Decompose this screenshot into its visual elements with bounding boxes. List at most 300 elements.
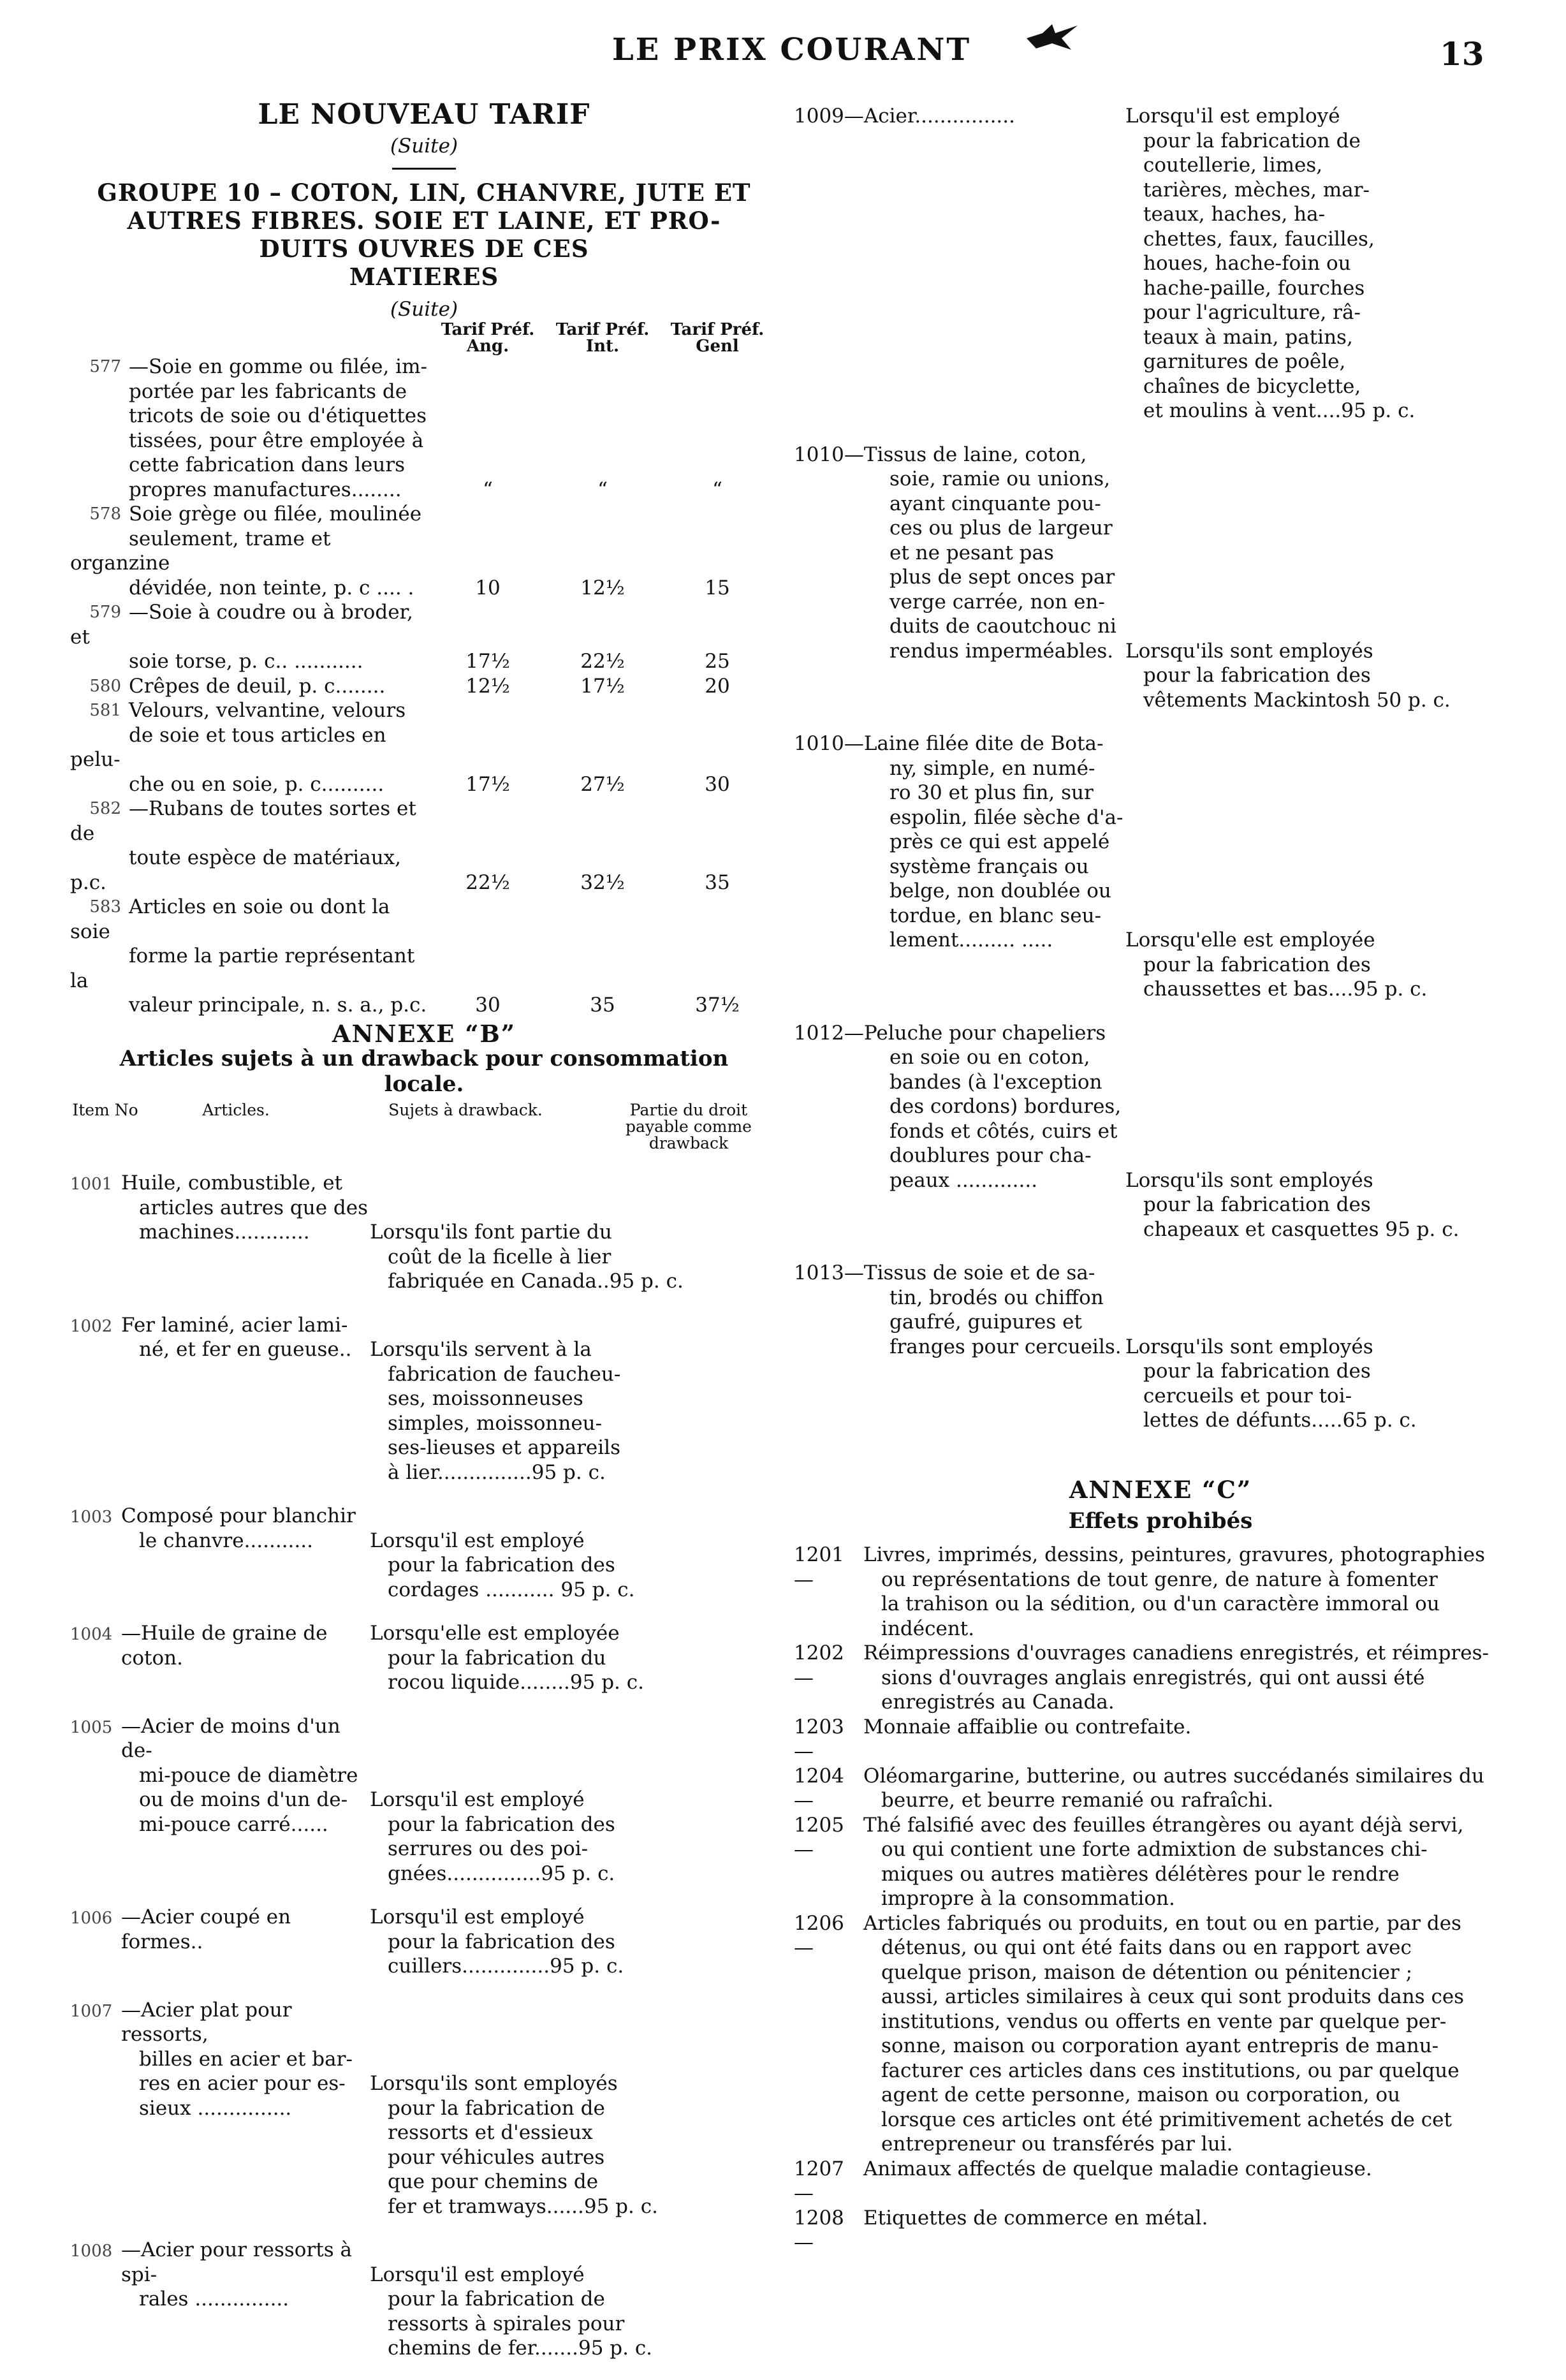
- prohibited-line: miques ou autres matières délétères pour le rendre: [881, 1862, 1400, 1886]
- condition-line: coût de la ficelle à lier: [388, 1245, 611, 1268]
- drawback-condition: [370, 1621, 701, 1695]
- item-gap: [70, 1979, 778, 1998]
- article-line: gaufré, guipures et: [889, 1311, 1082, 1333]
- item-gap: [794, 423, 1527, 443]
- drawback-item-number: 1005: [70, 1717, 113, 1737]
- article-line: lement......... .....: [889, 929, 1053, 951]
- condition-line: ressorts à spirales pour: [388, 2312, 625, 2335]
- prohibited-item: [794, 2157, 1527, 2206]
- tariff-label: [70, 429, 430, 453]
- article-line: tin, brodés ou chiffon: [889, 1286, 1104, 1309]
- drawback-condition: [1125, 1021, 1508, 1242]
- condition-line: teaux, haches, ha-: [1143, 203, 1326, 226]
- suite-label: (Suite): [390, 135, 458, 158]
- condition-line: [370, 2238, 701, 2263]
- item-gap: [794, 1433, 1527, 1452]
- article-line: franges pour cercueils.: [889, 1335, 1122, 1358]
- drawback-item-number: 1006: [70, 1909, 113, 1928]
- prohibited-line: indécent.: [881, 1617, 975, 1640]
- item-gap: [70, 1886, 778, 1905]
- tariff-text: Articles en soie ou dont la soie: [70, 895, 390, 943]
- tariff-row: [70, 674, 778, 699]
- drawback-article: [794, 731, 1125, 1002]
- tariff-rate: “: [597, 478, 608, 501]
- tariff-text: che ou en soie, p. c..........: [129, 772, 384, 796]
- tariff-rate: 12½: [465, 674, 510, 698]
- condition-line: [1125, 1310, 1508, 1335]
- drawback-article: [794, 104, 1125, 423]
- prohibited-item: [794, 1715, 1527, 1764]
- tariff-text: seulement, trame et organzine: [70, 527, 331, 575]
- drawback-item: [70, 1313, 778, 1485]
- prohibited-item-text: [863, 1764, 1527, 1813]
- condition-line: chemins de fer.......95 p. c.: [388, 2337, 653, 2360]
- article-line: res en acier pour es-: [139, 2072, 346, 2095]
- condition-line: que pour chemins de: [388, 2170, 599, 2193]
- condition-line: Lorsqu'ils servent à la: [370, 1338, 592, 1361]
- prohibited-line: Etiquettes de commerce en métal.: [863, 2206, 1208, 2229]
- drawback-article: [121, 1313, 370, 1485]
- condition-line: [1125, 904, 1508, 929]
- condition-line: Lorsqu'elle est employée: [1125, 929, 1375, 951]
- tariff-text: de soie et tous articles en pelu-: [70, 723, 386, 771]
- annexe-b-header: Item No: [72, 1101, 138, 1119]
- condition-line: pour la fabrication des: [1143, 664, 1371, 687]
- condition-line: [1125, 1094, 1508, 1119]
- prohibited-item-number: 1205—: [794, 1813, 844, 1861]
- article-line: 1009—Acier................: [794, 105, 1015, 128]
- drawback-item: [70, 1621, 778, 1695]
- condition-line: Lorsqu'ils sont employés: [1125, 639, 1373, 663]
- tariff-row: [70, 944, 778, 993]
- condition-line: pour la fabrication des: [1143, 1360, 1371, 1383]
- condition-line: [370, 2022, 701, 2047]
- article-line: doublures pour cha-: [889, 1144, 1092, 1167]
- annexe-c-subtitle: Effets prohibés: [1068, 1508, 1253, 1534]
- condition-line: [370, 1738, 701, 1763]
- prohibited-line: détenus, ou qui ont été faits dans ou en rapport avec: [881, 1936, 1412, 1959]
- drawback-item: [70, 1714, 778, 1886]
- article-line: —Acier de moins d'un de-: [121, 1714, 340, 1762]
- condition-line: [1125, 467, 1508, 492]
- tariff-rate: 25: [705, 650, 730, 673]
- tariff-label: [70, 895, 430, 944]
- condition-line: [1125, 731, 1508, 756]
- condition-line: pour la fabrication de: [388, 2096, 605, 2120]
- group-heading-line: MATIERES: [349, 262, 499, 291]
- condition-line: fabriquée en Canada..95 p. c.: [388, 1270, 684, 1293]
- drawback-item-number: 1007: [70, 2001, 113, 2021]
- drawback-article: [121, 1621, 370, 1695]
- condition-line: [1125, 805, 1508, 830]
- article-line: Huile, combustible, et: [121, 1172, 343, 1194]
- tariff-rate: 22½: [580, 650, 625, 673]
- article-line: rales ...............: [139, 2288, 289, 2310]
- tariff-text: cette fabrication dans leurs: [129, 453, 406, 476]
- tariff-label: [70, 846, 430, 895]
- article-line: billes en acier et bar-: [139, 2047, 353, 2071]
- condition-line: [1125, 565, 1508, 590]
- tariff-text: toute espèce de matériaux, p.c.: [70, 846, 401, 894]
- drawback-items-right: [794, 104, 1527, 1452]
- running-header: LE PRIX COURANT: [612, 32, 972, 68]
- condition-line: serrures ou des poi-: [388, 1837, 589, 1860]
- condition-line: fer et tramways......95 p. c.: [388, 2194, 658, 2218]
- annexe-b-subtitle: [70, 1046, 778, 1097]
- condition-line: Lorsqu'il est employé: [370, 2263, 585, 2286]
- condition-line: [1125, 443, 1508, 467]
- tariff-text: propres manufactures........: [129, 478, 402, 501]
- tariff-row: [70, 429, 778, 453]
- drawback-condition: [1125, 104, 1508, 423]
- article-line: verge carrée, non en-: [889, 590, 1105, 613]
- suite-label: (Suite): [390, 297, 458, 321]
- article-line: système français ou: [889, 855, 1089, 878]
- tariff-item-number: 581: [89, 701, 121, 720]
- tariff-text: tissées, pour être employée à: [129, 429, 424, 452]
- article-line: fonds et côtés, cuirs et: [889, 1119, 1118, 1143]
- article-line: mi-pouce de diamètre: [139, 1763, 358, 1787]
- condition-line: [1125, 855, 1508, 879]
- tariff-label: [70, 600, 430, 649]
- drawback-item: [794, 1261, 1527, 1433]
- tariff-text: Velours, velvantine, velours: [129, 699, 406, 722]
- prohibited-item: [794, 2206, 1527, 2255]
- article-line: 1010—Laine filée dite de Bota-: [794, 732, 1104, 755]
- drawback-item: [794, 104, 1527, 423]
- condition-line: [1125, 1143, 1508, 1168]
- prohibited-line: Animaux affectés de quelque maladie contagieuse.: [863, 2157, 1372, 2180]
- article-line: duits de caoutchouc ni: [889, 615, 1116, 638]
- drawback-condition: [370, 1504, 701, 1602]
- tariff-item-number: 580: [89, 676, 121, 696]
- tariff-row: [70, 772, 778, 797]
- article-line: tordue, en blanc seu-: [889, 904, 1102, 927]
- tariff-rate: 20: [705, 674, 730, 698]
- prohibited-line: ou qui contient une forte admixtion de substances chi-: [881, 1838, 1428, 1861]
- drawback-item: [70, 1504, 778, 1602]
- article-line: machines............: [139, 1221, 310, 1244]
- tariff-row: [70, 502, 778, 527]
- condition-line: [1125, 1045, 1508, 1070]
- tariff-row: [70, 478, 778, 503]
- article-line: —Acier pour ressorts à spi-: [121, 2238, 352, 2286]
- condition-line: cordages ........... 95 p. c.: [388, 1578, 635, 1601]
- tariff-label: [70, 993, 430, 1018]
- condition-line: [370, 1171, 701, 1196]
- tariff-row: [70, 649, 778, 674]
- article-line: 1010—Tissus de laine, coton,: [794, 443, 1087, 466]
- article-line: ayant cinquante pou-: [889, 492, 1101, 515]
- tariff-label: [70, 527, 430, 576]
- prohibited-item-number: 1208—: [794, 2206, 844, 2254]
- article-line: ou de moins d'un de-: [139, 1788, 348, 1811]
- prohibited-item-number: 1202—: [794, 1642, 844, 1689]
- prohibited-item-number: 1206—: [794, 1911, 844, 1959]
- prohibited-item: [794, 1543, 1527, 1641]
- condition-line: Lorsqu'il est employé: [370, 1788, 585, 1811]
- prohibited-item-text: [863, 1543, 1527, 1641]
- condition-line: pour la fabrication du: [388, 1646, 606, 1670]
- condition-line: [1125, 1070, 1508, 1095]
- tariff-row: [70, 797, 778, 846]
- prohibited-item-text: [863, 1813, 1527, 1911]
- tariff-rate: 27½: [580, 772, 625, 796]
- tariff-rate: “: [712, 478, 722, 501]
- condition-line: Lorsqu'ils sont employés: [370, 2072, 618, 2095]
- prohibited-line: la trahison ou la sédition, ou d'un caractère immoral ou: [881, 1592, 1440, 1615]
- tariff-label: [70, 379, 430, 404]
- drawback-article: [794, 443, 1125, 713]
- condition-line: [1125, 1021, 1508, 1046]
- bird-ornament-icon: [1023, 19, 1081, 55]
- article-line: mi-pouce carré......: [139, 1812, 328, 1836]
- prohibited-line: Livres, imprimés, dessins, peintures, gravures, photographies: [863, 1543, 1485, 1566]
- item-gap: [794, 1002, 1527, 1021]
- condition-line: [1125, 492, 1508, 517]
- condition-line: [1125, 830, 1508, 855]
- tariff-row: [70, 698, 778, 723]
- prohibited-item-text: [863, 1715, 1527, 1764]
- prohibited-line: Réimpressions d'ouvrages canadiens enregistrés, et réimpres-: [863, 1642, 1489, 1664]
- article-line: —Acier plat pour ressorts,: [121, 1998, 292, 2046]
- item-gap: [70, 1485, 778, 1504]
- drawback-item: [794, 1021, 1527, 1242]
- tariff-item-number: 582: [89, 799, 121, 818]
- drawback-condition: [370, 1905, 701, 1979]
- tariff-label: [70, 576, 430, 601]
- prohibited-item-number: 1203—: [794, 1715, 844, 1763]
- prohibited-line: impropre à la consommation.: [881, 1887, 1175, 1910]
- tariff-rate: 22½: [465, 870, 510, 894]
- prohibited-line: agent de cette personne, maison ou corporation, ou: [881, 2083, 1401, 2106]
- article-line: des cordons) bordures,: [889, 1095, 1122, 1118]
- drawback-article: [794, 1021, 1125, 1242]
- item-gap: [70, 1602, 778, 1621]
- tariff-label: [70, 649, 430, 674]
- item-gap: [70, 2219, 778, 2238]
- tariff-rate: 10: [475, 576, 501, 599]
- prohibited-line: sions d'ouvrages anglais enregistrés, qui ont aussi été: [881, 1666, 1425, 1689]
- article-line: ny, simple, en numé-: [889, 756, 1095, 780]
- article-line: né, et fer en gueuse..: [139, 1338, 352, 1361]
- prohibited-line: ou représentations de tout genre, de nature à fomenter: [881, 1568, 1438, 1591]
- drawback-article: [121, 1171, 370, 1294]
- drawback-item: [70, 1905, 778, 1979]
- condition-line: ses, moissonneuses: [388, 1387, 583, 1410]
- tariff-row: [70, 379, 778, 404]
- tariff-column-headers: [430, 321, 778, 355]
- prohibited-line: institutions, vendus ou offerts en vente par quelque per-: [881, 2009, 1447, 2033]
- tariff-label: [70, 797, 430, 846]
- prohibited-line: Oléomargarine, butterine, ou autres succédanés similaires du: [863, 1764, 1484, 1788]
- tariff-row: [70, 723, 778, 772]
- tariff-row: [70, 404, 778, 429]
- tariff-row: [70, 895, 778, 944]
- item-gap: [794, 1242, 1527, 1261]
- condition-line: [370, 1714, 701, 1739]
- prohibited-line: sonne, maison ou corporation ayant entrepris de manu-: [881, 2034, 1439, 2057]
- condition-line: garnitures de poêle,: [1143, 350, 1346, 373]
- tariff-text: Crêpes de deuil, p. c........: [129, 674, 386, 698]
- prohibited-item: [794, 1813, 1527, 1911]
- annexe-c-title: ANNEXE “C”: [1069, 1475, 1252, 1504]
- prohibited-line: enregistrés au Canada.: [881, 1691, 1115, 1714]
- condition-line: gnées...............95 p. c.: [388, 1862, 615, 1885]
- condition-line: hache-paille, fourches: [1143, 276, 1365, 300]
- condition-line: [1125, 590, 1508, 615]
- tariff-row: [70, 576, 778, 601]
- article-line: —Huile de graine de coton.: [121, 1622, 328, 1670]
- article-line: Composé pour blanchir: [121, 1504, 356, 1527]
- condition-line: lettes de défunts.....65 p. c.: [1143, 1409, 1417, 1432]
- drawback-item-number: 1008: [70, 2242, 113, 2261]
- drawback-condition: [1125, 731, 1508, 1002]
- condition-line: ressorts et d'essieux: [388, 2121, 593, 2144]
- item-gap: [70, 1695, 778, 1714]
- tariff-label: [70, 404, 430, 429]
- article-line: ces ou plus de largeur: [889, 517, 1113, 540]
- tariff-text: forme la partie représentant la: [70, 944, 415, 992]
- drawback-item-number: 1001: [70, 1175, 113, 1194]
- prohibited-item-number: 1201—: [794, 1543, 844, 1591]
- prohibited-item: [794, 1764, 1527, 1813]
- tariff-text: valeur principale, n. s. a., p.c.: [129, 994, 427, 1017]
- tariff-label: [70, 502, 430, 527]
- condition-line: [1125, 1119, 1508, 1144]
- condition-line: ses-lieuses et appareils: [388, 1436, 621, 1459]
- article-line: plus de sept onces par: [889, 566, 1115, 589]
- tariff-row: [70, 600, 778, 649]
- prohibited-line: Thé falsifié avec des feuilles étrangères ou ayant déjà servi,: [863, 1813, 1464, 1837]
- annexe-b-column-headers: [70, 1102, 778, 1152]
- article-line: près ce qui est appelé: [889, 830, 1110, 853]
- drawback-item: [70, 1171, 778, 1294]
- article-line: sieux ...............: [139, 2096, 292, 2120]
- tariff-text: Soie grège ou filée, moulinée: [129, 503, 422, 525]
- condition-line: cercueils et pour toi-: [1143, 1384, 1352, 1407]
- tariff-text: —Soie à coudre ou à broder, et: [70, 601, 413, 649]
- article-line: belge, non doublée ou: [889, 879, 1111, 902]
- condition-line: [1125, 1286, 1508, 1311]
- prohibited-item: [794, 1911, 1527, 2157]
- divider-rule: [392, 168, 456, 170]
- condition-line: Lorsqu'ils sont employés: [1125, 1335, 1373, 1358]
- condition-line: coutellerie, limes,: [1143, 154, 1323, 177]
- tariff-row: [70, 355, 778, 379]
- condition-line: chaînes de bicyclette,: [1143, 374, 1361, 398]
- condition-line: [1125, 1261, 1508, 1286]
- tariff-rate: 37½: [695, 994, 740, 1017]
- prohibited-line: facturer ces articles dans ces institutions, ou par quelque: [881, 2059, 1460, 2082]
- tariff-label: [70, 944, 430, 993]
- condition-line: Lorsqu'il est employé: [370, 1906, 585, 1928]
- condition-line: rocou liquide........95 p. c.: [388, 1671, 644, 1694]
- tariff-rate: 30: [475, 994, 501, 1017]
- condition-line: [1125, 614, 1508, 639]
- condition-line: [1125, 516, 1508, 541]
- condition-line: Lorsqu'il est employé: [1125, 105, 1340, 128]
- condition-line: Lorsqu'il est employé: [370, 1529, 585, 1552]
- tariff-label: [70, 674, 430, 699]
- article-line: et ne pesant pas: [889, 541, 1054, 564]
- tariff-rate: 35: [705, 870, 730, 894]
- tariff-text: dévidée, non teinte, p. c .... .: [129, 576, 414, 599]
- condition-line: Lorsqu'ils sont employés: [1125, 1168, 1373, 1192]
- condition-line: tarières, mèches, mar-: [1143, 178, 1370, 202]
- drawback-article: [121, 2238, 370, 2361]
- tariff-label: [70, 723, 430, 772]
- prohibited-items: [794, 1543, 1527, 2255]
- drawback-article: [121, 1905, 370, 1979]
- condition-line: pour la fabrication de: [1143, 129, 1361, 152]
- annexe-b-header: Partie du droit payable comme drawback: [626, 1101, 752, 1152]
- condition-line: pour l'agriculture, râ-: [1143, 301, 1361, 324]
- condition-line: [370, 1313, 701, 1338]
- prohibited-item-text: [863, 1641, 1527, 1715]
- condition-line: [370, 1196, 701, 1221]
- tariff-item-number: 578: [89, 504, 121, 524]
- drawback-article: [121, 1714, 370, 1886]
- drawback-article: [121, 1998, 370, 2219]
- condition-line: Lorsqu'elle est employée: [370, 1622, 620, 1645]
- annexe-b-subtitle-line: Articles sujets à un drawback pour consommation: [119, 1046, 729, 1071]
- condition-line: [370, 2047, 701, 2072]
- tariff-row: [70, 846, 778, 895]
- tariff-rate: 35: [590, 994, 615, 1017]
- article-line: —Acier coupé en formes..: [121, 1906, 291, 1953]
- tariff-row: [70, 527, 778, 576]
- article-line: peaux .............: [889, 1168, 1038, 1192]
- tariff-row: [70, 993, 778, 1018]
- item-gap: [70, 1294, 778, 1313]
- tariff-item-number: 583: [89, 897, 121, 916]
- condition-line: fabrication de faucheu-: [388, 1362, 621, 1386]
- annexe-b-title: ANNEXE “B”: [332, 1019, 516, 1048]
- tariff-text: portée par les fabricants de: [129, 379, 407, 403]
- tariff-label: [70, 453, 430, 478]
- prohibited-item-number: 1204—: [794, 1764, 844, 1812]
- drawback-condition: [1125, 1261, 1508, 1433]
- article-line: 1012—Peluche pour chapeliers: [794, 1021, 1106, 1045]
- prohibited-line: entrepreneur ou transférés par lui.: [881, 2133, 1233, 2156]
- drawback-condition: [370, 1313, 701, 1485]
- article-line: Fer laminé, acier lami-: [121, 1313, 348, 1337]
- condition-line: [1125, 781, 1508, 805]
- group-heading-line: AUTRES FIBRES. SOIE ET LAINE, ET PRO-: [127, 206, 721, 235]
- drawback-item: [794, 443, 1527, 713]
- tariff-label: [70, 355, 430, 379]
- tariff-header: Tarif Préf. Ang.: [441, 320, 535, 356]
- condition-line: houes, hache-foin ou: [1143, 252, 1351, 275]
- condition-line: chettes, faux, faucilles,: [1143, 227, 1375, 251]
- drawback-condition: [370, 1998, 701, 2219]
- tariff-rate: “: [483, 478, 493, 501]
- tariff-text: soie torse, p. c.. ...........: [129, 650, 363, 673]
- condition-line: [370, 1998, 701, 2023]
- drawback-condition: [370, 1714, 701, 1886]
- article-line: rendus imperméables.: [889, 639, 1114, 663]
- drawback-item: [70, 2238, 778, 2361]
- tariff-label: [70, 698, 430, 723]
- article-line: bandes (à l'exception: [889, 1070, 1102, 1094]
- drawback-item-number: 1004: [70, 1625, 113, 1644]
- tariff-label: [70, 772, 430, 797]
- prohibited-item-text: [863, 2206, 1527, 2255]
- tariff-item-number: 579: [89, 603, 121, 622]
- condition-line: simples, moissonneu-: [388, 1411, 603, 1435]
- tariff-row: [70, 453, 778, 478]
